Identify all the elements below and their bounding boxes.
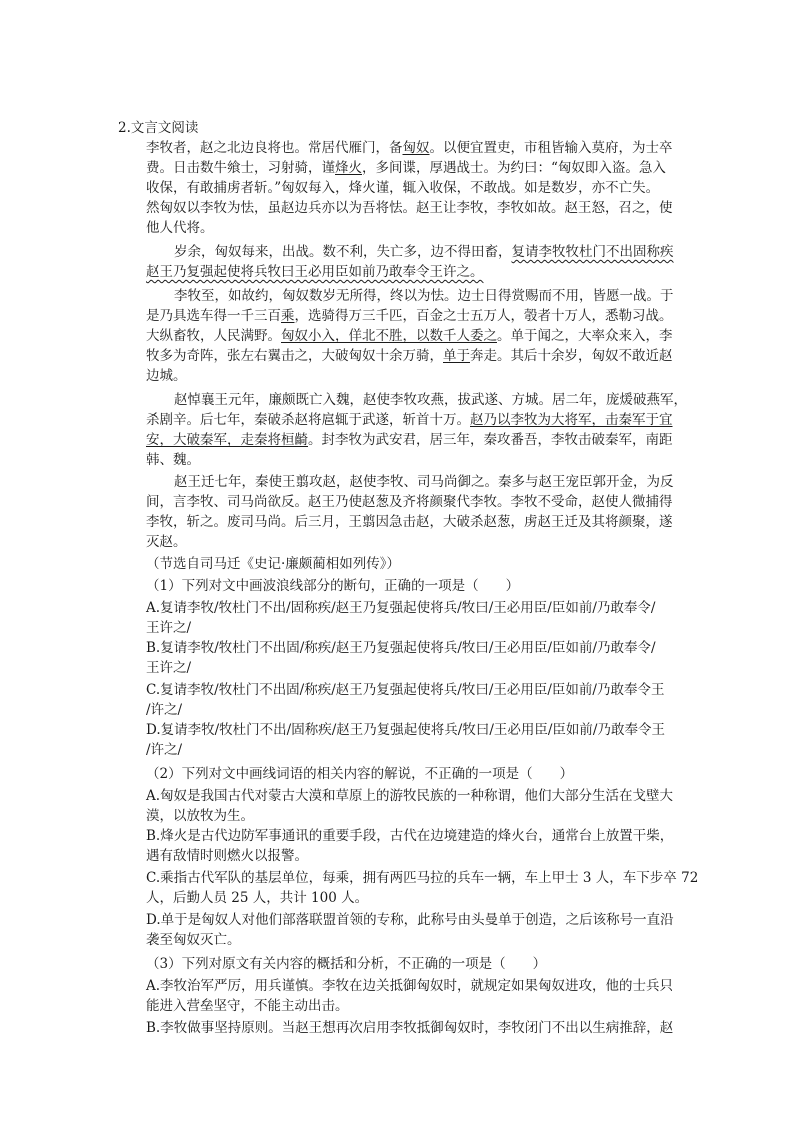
option-line: /许之/	[146, 742, 183, 758]
underlined-sentence: 赵乃以李牧为大将军，击秦军于宜	[470, 412, 673, 428]
passage-line: 赵悼襄王元年，廉颇既亡入魏，赵使李牧攻燕，拔武遂、方城。居二年，庞煖破燕军，	[174, 392, 687, 408]
passage-line: 赵王迁七年，秦使王翦攻赵，赵使李牧、司马尚御之。秦多与赵王宠臣郭开金，为反	[174, 474, 674, 490]
passage-line: 边城。	[146, 368, 187, 384]
underlined-term-sheng: 乘	[281, 308, 295, 324]
passage-line: 牧多为奇阵，张左右翼击之，大破匈奴十余万骑，单于奔走。其后十余岁，匈奴不敢近赵	[146, 348, 673, 364]
passage-line	[146, 262, 484, 282]
passage-line: 间，言李牧、司马尚欲反。赵王乃使赵葱及齐将颜聚代李牧。李牧不受命，赵使人微捕得	[146, 494, 673, 510]
option-line: 漠，以放牧为生。	[146, 808, 254, 824]
passage-line: 李牧，斩之。废司马尚。后三月，王翦因急击赵，大破杀赵葱，虏赵王迁及其将颜聚，遂	[146, 514, 673, 530]
option-line: B.烽火是古代边防军事通讯的重要手段，古代在边境建造的烽火台，通常台上放置干柴，	[146, 828, 674, 844]
source-citation: （节选自司马迁《史记·廉颇蔺相如列传》）	[146, 556, 401, 572]
passage-line: 韩、魏。	[146, 452, 200, 468]
passage-line: 安，大破秦军，走秦将桓齮。封李牧为武安君，居三年，秦攻番吾，李牧击破秦军，南距	[146, 432, 673, 448]
underlined-sentence: 匈奴小入，佯北不胜，以数千人委之	[281, 328, 497, 344]
option-line: A.匈奴是我国古代对蒙古大漠和草原上的游牧民族的一种称谓，他们大部分生活在戈壁大	[146, 788, 674, 804]
question-stem: （2）下列对文中画线词语的相关内容的解说，不正确的一项是（ ）	[146, 766, 574, 782]
option-line: A.复请李牧/牧杜门不出/固称疾/赵王乃复强起使将兵/牧曰/王必用臣/臣如前/乃敢奉令/	[146, 600, 656, 616]
underlined-term-fenghuo: 烽火	[335, 160, 362, 176]
question-stem: （3）下列对原文有关内容的概括和分析，不正确的一项是（ ）	[146, 956, 547, 972]
option-line: B.李牧做事坚持原则。当赵王想再次启用李牧抵御匈奴时，李牧闭门不出以生病推辞，赵	[146, 1020, 674, 1036]
wavy-underlined-sentence: 复请李牧牧杜门不出固称疾	[511, 244, 674, 260]
option-line: C.复请李牧/牧杜门不出固/称疾/赵王乃复强起使将兵/牧曰/王必用臣/臣如前/乃敢奉令王	[146, 682, 665, 698]
option-line: 能进入营垒坚守，不能主动出击。	[146, 998, 349, 1014]
option-line: A.李牧治军严厉，用兵谨慎。李牧在边关抵御匈奴时，就规定如果匈奴进攻，他的士兵只	[146, 978, 674, 994]
underlined-term-xiongnu: 匈奴	[402, 140, 430, 156]
passage-line: 费。日击数牛飨士，习射骑，谨烽火，多间谍，厚遇战士。为约曰：“匈奴即入盗。急入	[146, 160, 666, 176]
option-line: C.乘指古代军队的基层单位，每乘，拥有两匹马拉的兵车一辆，车上甲士 3 人，车下步卒 72	[146, 870, 699, 886]
passage-line: 是乃具选车得一千三百乘，选骑得万三千匹，百金之士五万人，彀者十万人，悉勒习战。	[146, 308, 673, 324]
passage-line: 大纵畜牧，人民满野。匈奴小入，佯北不胜，以数千人委之。单于闻之，大率众来入，李	[146, 328, 673, 344]
option-line: 袭至匈奴灭亡。	[146, 932, 241, 948]
passage-line: 李牧者，赵之北边良将也。常居代雁门，备匈奴。以便宜置吏，市租皆输入莫府，为士卒	[146, 140, 673, 156]
section-heading: 2.文言文阅读	[118, 120, 199, 136]
option-line: 王许之/	[146, 620, 192, 636]
passage-line: 李牧至，如故约，匈奴数岁无所得，终以为怯。边士日得赏赐而不用，皆愿一战。于	[174, 288, 674, 304]
passage-line: 然匈奴以李牧为怯，虽赵边兵亦以为吾将怯。赵王让李牧，李牧如故。赵王怒，召之，使	[146, 200, 673, 216]
option-line: D.复请李牧/牧杜门不出/固称疾/赵王乃复强起使将兵/牧曰/王必用臣/臣如前/乃敢奉令王	[146, 722, 665, 738]
option-line: 王许之/	[146, 660, 192, 676]
underlined-sentence: 安，大破秦军，走秦将桓齮	[146, 432, 308, 448]
option-line: B.复请李牧/牧杜门不出固/称疾/赵王乃复强起使将兵/牧曰/王必用臣/臣如前/乃敢奉令/	[146, 640, 656, 656]
underlined-term-chanyu: 单于	[443, 348, 470, 364]
option-line: D.单于是匈奴人对他们部落联盟首领的专称，此称号由头曼单于创造，之后该称号一直沿	[146, 912, 674, 928]
passage-line: 岁余，匈奴每来，出战。数不利，失亡多，边不得田畜，复请李牧牧杜门不出固称疾	[174, 244, 674, 260]
passage-line: 灭赵。	[146, 534, 187, 550]
wavy-underlined-sentence: 赵王乃复强起使将兵牧曰王必用臣如前乃敢奉令王许之。	[146, 264, 484, 280]
passage-line: 杀剧辛。后七年，秦破杀赵将扈辄于武遂，斩首十万。赵乃以李牧为大将军，击秦军于宜	[146, 412, 673, 428]
question-stem: （1）下列对文中画波浪线部分的断句，正确的一项是（ ）	[146, 578, 520, 594]
option-line: /许之/	[146, 702, 183, 718]
passage-line: 他人代将。	[146, 220, 214, 236]
passage-line: 收保，有敢捕虏者斩。”匈奴每入，烽火谨，辄入收保，不敢战。如是数岁，亦不亡失。	[146, 180, 660, 196]
option-line: 人，后勤人员 25 人，共计 100 人。	[146, 890, 369, 906]
option-line: 遇有敌情时则燃火以报警。	[146, 848, 308, 864]
